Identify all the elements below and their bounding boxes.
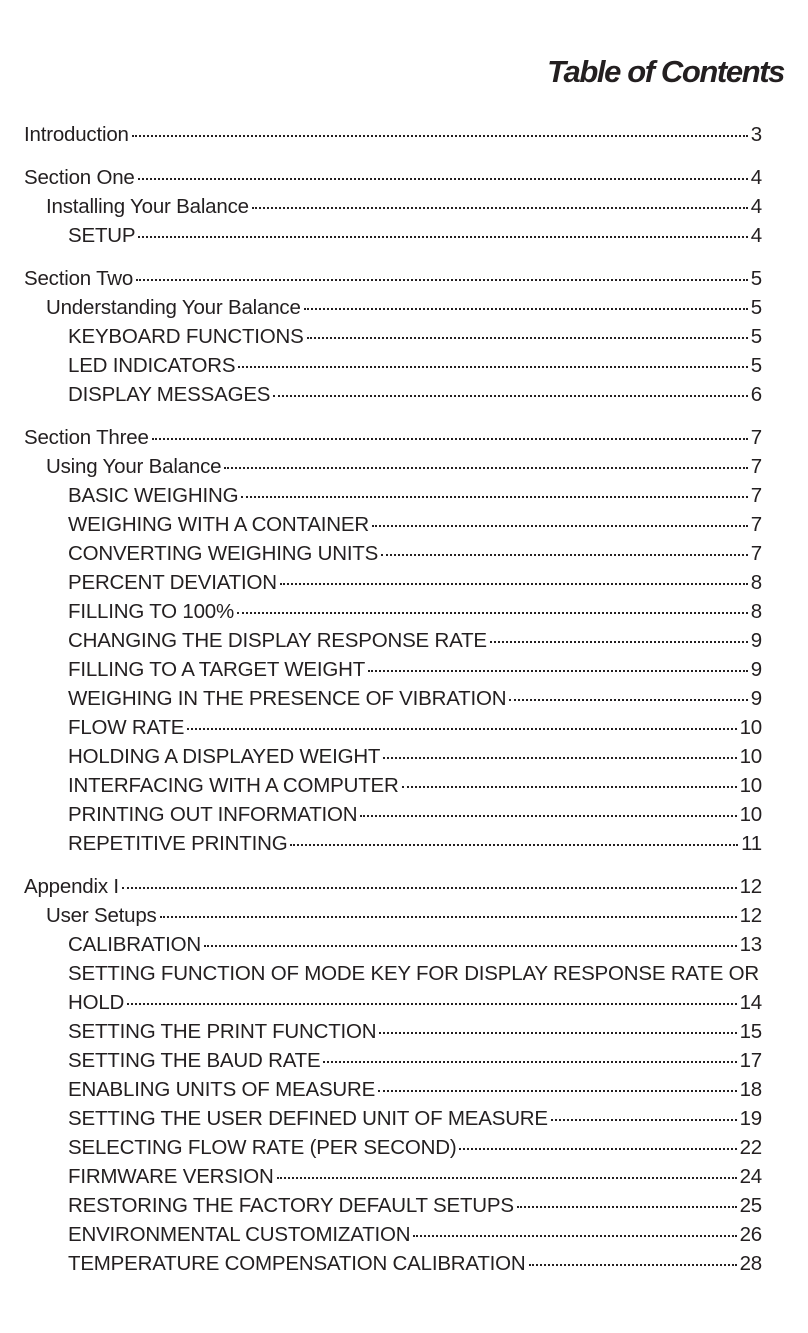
toc-entry-label: DISPLAY MESSAGES [68, 383, 271, 406]
toc-entry-page-number: 3 [750, 123, 762, 146]
toc-entry [24, 165, 762, 191]
toc-entry-page-number: 4 [750, 195, 762, 218]
toc-entry-label: Using Your Balance [46, 455, 222, 478]
toc-entry [24, 295, 762, 321]
toc-entry-page-number: 5 [750, 354, 762, 377]
toc-entry-page-number: 13 [739, 933, 762, 956]
toc-entry-page-number: 5 [750, 267, 762, 290]
dot-leader [138, 178, 748, 180]
toc-entry-page-number: 8 [750, 600, 762, 623]
toc-entry-page-number: 5 [750, 325, 762, 348]
dot-leader [368, 670, 748, 672]
dot-leader [529, 1264, 737, 1266]
toc-entry-label: Appendix I [24, 875, 119, 898]
toc-entry-label: Introduction [24, 123, 129, 146]
toc-entry-page-number: 10 [739, 745, 762, 768]
toc-entry-page-number: 26 [739, 1223, 762, 1246]
dot-leader [290, 844, 738, 846]
toc-entry-page-number: 8 [750, 571, 762, 594]
toc-entry-label: Understanding Your Balance [46, 296, 301, 319]
dot-leader [551, 1119, 737, 1121]
toc-entry [24, 1251, 762, 1277]
toc-entry-label: Section Two [24, 267, 134, 290]
toc-entry-label: SETUP [68, 224, 136, 247]
toc-entry-label: ENABLING UNITS OF MEASURE [68, 1078, 376, 1101]
toc-entry-label: REPETITIVE PRINTING [68, 832, 288, 855]
toc-entry-page-number: 15 [739, 1020, 762, 1043]
toc-entry [24, 223, 762, 249]
toc-entry [24, 628, 762, 654]
dot-leader [152, 438, 748, 440]
dot-leader [238, 366, 747, 368]
toc-entry [24, 122, 762, 148]
toc-entry-label: FILLING TO 100% [68, 600, 235, 623]
toc-entry-label: WEIGHING IN THE PRESENCE OF VIBRATION [68, 687, 507, 710]
toc-entry-label: PRINTING OUT INFORMATION [68, 803, 358, 826]
toc-entry [24, 1164, 762, 1190]
toc-entry-page-number: 14 [739, 991, 762, 1014]
toc-entry-page-number: 10 [739, 803, 762, 826]
toc-entry-page-number: 4 [750, 224, 762, 247]
toc-entry-page-number: 19 [739, 1107, 762, 1130]
toc-entry-label: INTERFACING WITH A COMPUTER [68, 774, 399, 797]
toc-entry [24, 802, 762, 828]
toc-entry-page-number: 7 [750, 542, 762, 565]
toc-entry-label: RESTORING THE FACTORY DEFAULT SETUPS [68, 1194, 514, 1217]
toc-entry-page-number: 7 [750, 513, 762, 536]
toc-entry-label: Installing Your Balance [46, 195, 249, 218]
dot-leader [280, 583, 748, 585]
dot-leader [381, 554, 748, 556]
toc-entry-page-number: 10 [739, 716, 762, 739]
toc-entry-label: CALIBRATION [68, 933, 201, 956]
toc-entry [24, 1193, 762, 1219]
toc-entry-label: ENVIRONMENTAL CUSTOMIZATION [68, 1223, 411, 1246]
dot-leader [277, 1177, 737, 1179]
toc-entry-label: FLOW RATE [68, 716, 185, 739]
toc-entry [24, 483, 762, 509]
dot-leader [509, 699, 747, 701]
toc-entry [24, 874, 762, 900]
dot-leader [138, 236, 747, 238]
toc-entry-page-number: 11 [741, 832, 762, 855]
toc-entry [24, 744, 762, 770]
toc-entry [24, 454, 762, 480]
toc-entry-label: CONVERTING WEIGHING UNITS [68, 542, 379, 565]
dot-leader [273, 395, 748, 397]
toc-entry [24, 961, 762, 987]
page-title: Table of Contents [547, 54, 784, 89]
toc-entry [24, 1048, 762, 1074]
dot-leader [252, 207, 748, 209]
toc-entry-label: FIRMWARE VERSION [68, 1165, 274, 1188]
toc-entry-label: TEMPERATURE COMPENSATION CALIBRATION [68, 1252, 526, 1275]
dot-leader [378, 1090, 736, 1092]
toc-entry-label: CHANGING THE DISPLAY RESPONSE RATE [68, 629, 487, 652]
toc-entry-page-number: 12 [739, 875, 762, 898]
toc-entry [24, 324, 762, 350]
dot-leader [490, 641, 748, 643]
toc-entry-label: LED INDICATORS [68, 354, 236, 377]
toc-entry-label: Section Three [24, 426, 149, 449]
toc-entry-label: BASIC WEIGHING [68, 484, 239, 507]
toc-entry-page-number: 28 [739, 1252, 762, 1275]
toc-entry [24, 686, 762, 712]
toc-entry-page-number: 24 [739, 1165, 762, 1188]
toc-entry-page-number: 9 [750, 658, 762, 681]
toc-entry [24, 541, 762, 567]
toc-entry-label: Section One [24, 166, 135, 189]
toc-entry-page-number: 17 [739, 1049, 762, 1072]
dot-leader [304, 308, 748, 310]
dot-leader [323, 1061, 736, 1063]
toc-entry [24, 194, 762, 220]
dot-leader [127, 1003, 736, 1005]
toc-entry-label: WEIGHING WITH A CONTAINER [68, 513, 369, 536]
toc-entry [24, 773, 762, 799]
toc-entry-page-number: 4 [750, 166, 762, 189]
toc-entry-page-number: 25 [739, 1194, 762, 1217]
toc-entry [24, 1077, 762, 1103]
toc-entry [24, 657, 762, 683]
toc-entry [24, 990, 762, 1016]
dot-leader [360, 815, 736, 817]
toc-entry-label: HOLD [68, 991, 125, 1014]
toc-entry-label: User Setups [46, 904, 157, 927]
toc-entry [24, 932, 762, 958]
dot-leader [413, 1235, 736, 1237]
toc-entry [24, 599, 762, 625]
dot-leader [241, 496, 747, 498]
toc-entry-label: FILLING TO A TARGET WEIGHT [68, 658, 366, 681]
toc-entry-label: SETTING FUNCTION OF MODE KEY FOR DISPLAY RESPONSE RATE OR [68, 962, 760, 985]
toc-entry-page-number: 9 [750, 687, 762, 710]
dot-leader [517, 1206, 737, 1208]
dot-leader [187, 728, 736, 730]
toc-entry [24, 903, 762, 929]
toc-entry-page-number: 22 [739, 1136, 762, 1159]
toc-entry [24, 353, 762, 379]
toc-entry-page-number: 10 [739, 774, 762, 797]
toc-entry-label: KEYBOARD FUNCTIONS [68, 325, 304, 348]
toc-entry [24, 1019, 762, 1045]
dot-leader [383, 757, 736, 759]
dot-leader [160, 916, 737, 918]
toc-entry-page-number: 6 [750, 383, 762, 406]
toc-entry-page-number: 7 [750, 455, 762, 478]
toc-entry [24, 715, 762, 741]
toc-entry [24, 512, 762, 538]
dot-leader [379, 1032, 736, 1034]
toc-entry [24, 382, 762, 408]
toc-entry [24, 425, 762, 451]
dot-leader [459, 1148, 736, 1150]
dot-leader [204, 945, 737, 947]
toc-entry-page-number: 9 [750, 629, 762, 652]
dot-leader [122, 887, 737, 889]
toc-entry [24, 570, 762, 596]
toc-entry [24, 831, 762, 857]
dot-leader [372, 525, 748, 527]
toc-entry-label: PERCENT DEVIATION [68, 571, 277, 594]
dot-leader [307, 337, 748, 339]
toc-entry-page-number: 12 [739, 904, 762, 927]
toc-entry-page-number: 7 [750, 426, 762, 449]
toc-entry-label: SETTING THE USER DEFINED UNIT OF MEASURE [68, 1107, 548, 1130]
dot-leader [136, 279, 748, 281]
toc-entry [24, 1135, 762, 1161]
dot-leader [224, 467, 747, 469]
toc-entry-label: SETTING THE BAUD RATE [68, 1049, 321, 1072]
toc-entry-page-number: 5 [750, 296, 762, 319]
toc-entry-label: SELECTING FLOW RATE (PER SECOND) [68, 1136, 457, 1159]
toc-entry-page-number: 7 [750, 484, 762, 507]
toc-entry-label: HOLDING A DISPLAYED WEIGHT [68, 745, 381, 768]
toc-entry-label: SETTING THE PRINT FUNCTION [68, 1020, 377, 1043]
dot-leader [237, 612, 748, 614]
toc-entry [24, 1106, 762, 1132]
dot-leader [132, 135, 748, 137]
toc-entry [24, 266, 762, 292]
toc-entry-page-number: 18 [739, 1078, 762, 1101]
dot-leader [402, 786, 737, 788]
toc-entry [24, 1222, 762, 1248]
